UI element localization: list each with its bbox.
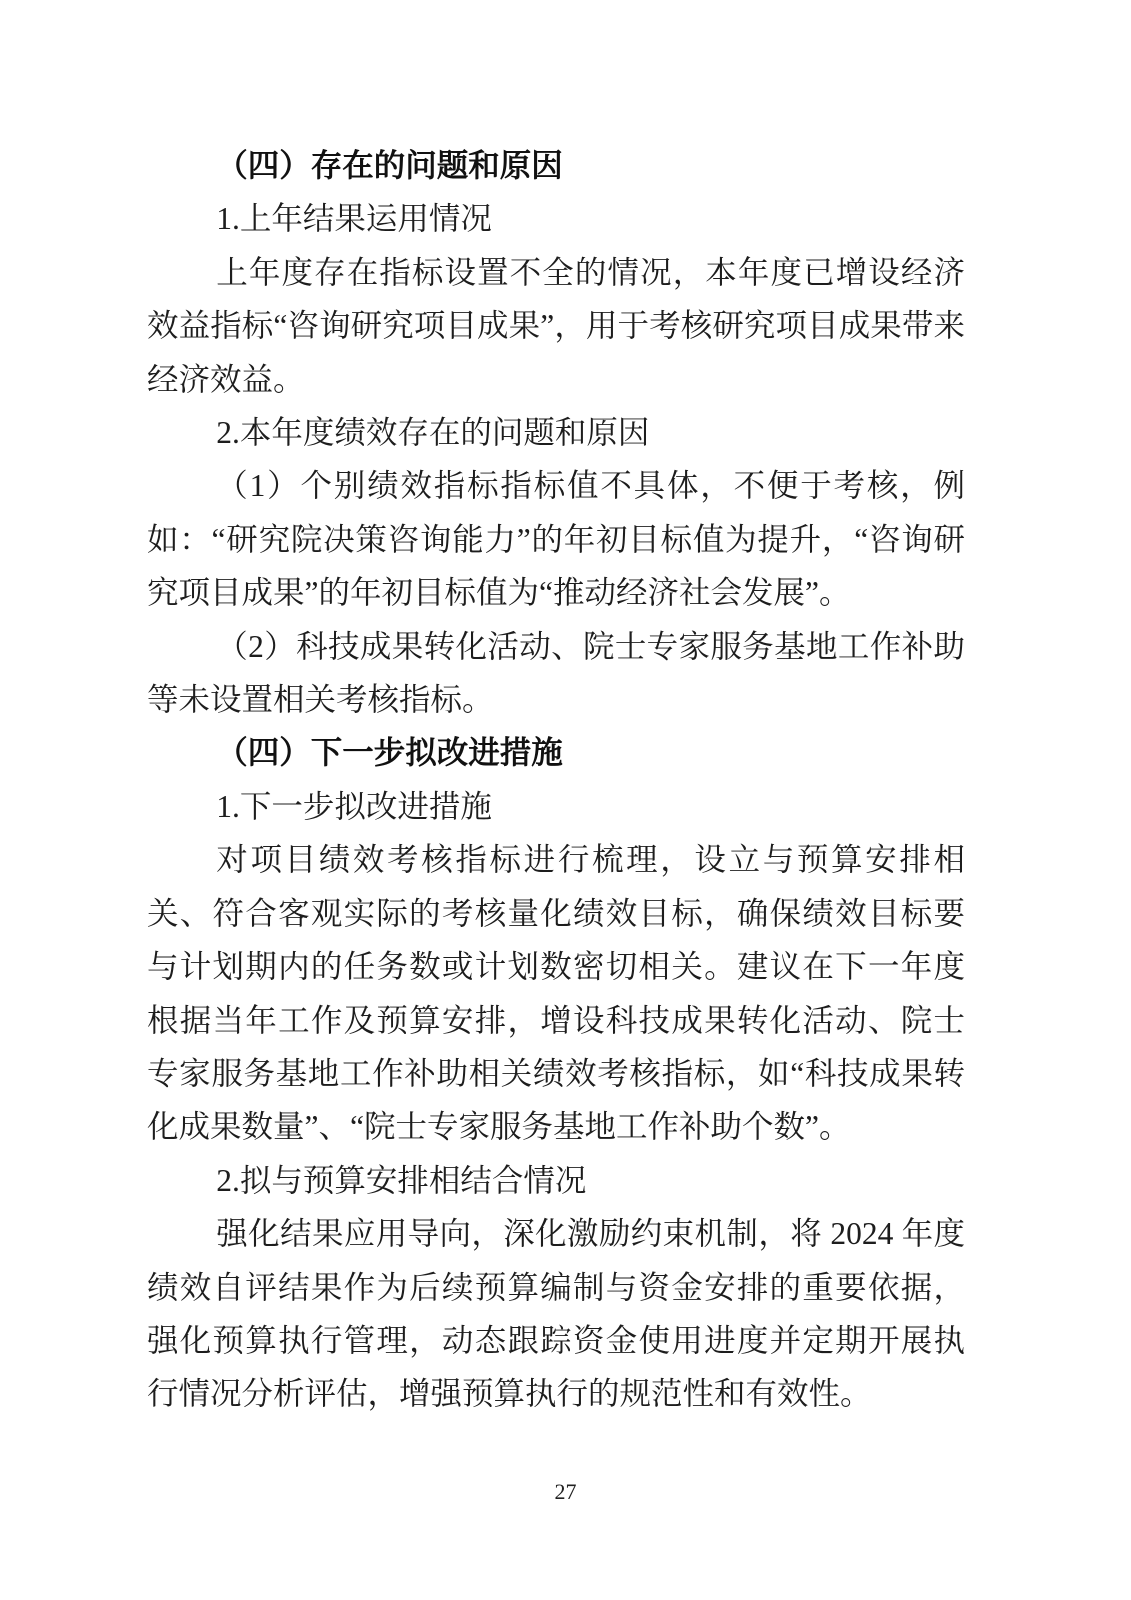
subheading-current-year-problems: 2.本年度绩效存在的问题和原因 [216,415,650,451]
paragraph-improvement-measures: 对项目绩效考核指标进行梳理，设立与预算安排相关、符合客观实际的考核量化绩效目标，确保绩效目标要与计划期内的任务数或计划数密切相关。建议在下一年度根据当年工作及预算安排，增设科技成果转化活动、院士专家服务基地工作补助相关绩效考核指标，如“科技成果转化成果数量”、“院士专家服务基地工作补助个数”。 [147,842,965,1145]
page-number: 27 [554,1479,577,1504]
paragraph-problem-1: （1）个别绩效指标指标值不具体，不便于考核，例如：“研究院决策咨询能力”的年初目标值为提升，“咨询研究项目成果”的年初目标值为“推动经济社会发展”。 [147,468,965,611]
subheading-improvement-measures: 1.下一步拟改进措施 [216,788,492,824]
paragraph-problem-2: （2）科技成果转化活动、院士专家服务基地工作补助等未设置相关考核指标。 [147,628,965,718]
subheading-last-year-results: 1.上年结果运用情况 [216,201,492,237]
document-body [147,139,965,1421]
paragraph-budget-integration: 强化结果应用导向，深化激励约束机制，将 2024 年度绩效自评结果作为后续预算编制与资金安排的重要依据，强化预算执行管理，动态跟踪资金使用进度并定期开展执行情况分析评估，增强预算执行的规范性和有效性。 [147,1216,965,1412]
paragraph-last-year-results: 上年度存在指标设置不全的情况，本年度已增设经济效益指标“咨询研究项目成果”，用于考核研究项目成果带来经济效益。 [147,254,965,397]
heading-improvement-measures: （四）下一步拟改进措施 [216,735,563,771]
subheading-budget-integration: 2.拟与预算安排相结合情况 [216,1162,587,1198]
heading-problems-and-causes: （四）存在的问题和原因 [216,148,563,183]
